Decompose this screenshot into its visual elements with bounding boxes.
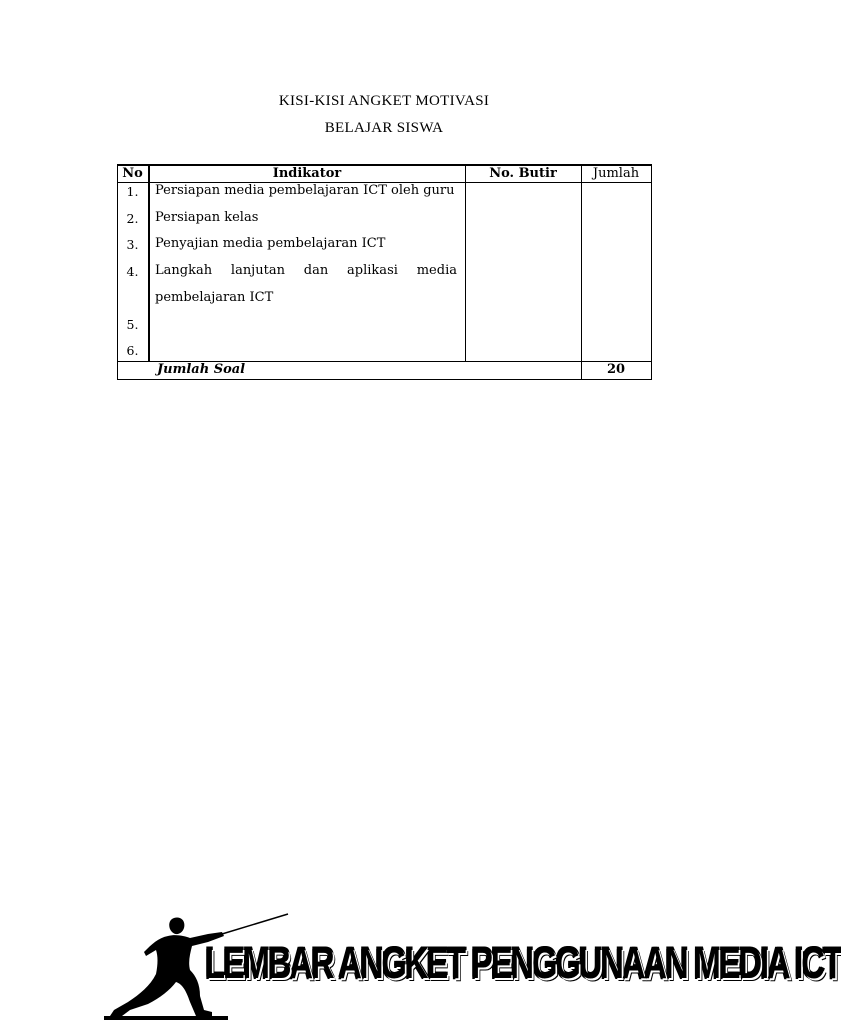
indikator-text: Persiapan kelas [155, 210, 259, 225]
row-number: 6. [126, 343, 139, 358]
total-label: Jumlah Soal [157, 362, 246, 377]
row-number: 4. [126, 264, 139, 279]
document-subtitle: BELAJAR SISWA [324, 120, 444, 136]
indikator-word: Langkah [155, 263, 213, 278]
row-number: 1. [126, 184, 139, 199]
indikator-text-justified [155, 263, 457, 279]
indikator-word: lanjutan [230, 263, 285, 278]
indikator-text: Persiapan media pembelajaran ICT oleh guru [155, 183, 455, 198]
header-no-butir: No. Butir [489, 166, 557, 181]
kisi-kisi-table [117, 164, 652, 380]
indikator-word: dan [303, 263, 329, 278]
row-number: 3. [126, 237, 139, 252]
header-indikator: Indikator [272, 166, 342, 181]
header-no: No [122, 166, 143, 181]
row-number: 2. [126, 211, 139, 226]
indikator-word: aplikasi [347, 263, 398, 278]
row-number: 5. [126, 317, 139, 332]
total-value: 20 [606, 362, 626, 377]
document-title: KISI-KISI ANGKET MOTIVASI [278, 93, 490, 109]
header-jumlah: Jumlah [592, 166, 640, 181]
banner-title: LEMBAR ANGKET PENGGUNAAN MEDIA ICT [205, 940, 841, 988]
indikator-text: Penyajian media pembelajaran ICT [155, 236, 386, 251]
indikator-text-continued: pembelajaran ICT [155, 290, 274, 305]
indikator-word: media [416, 263, 457, 278]
